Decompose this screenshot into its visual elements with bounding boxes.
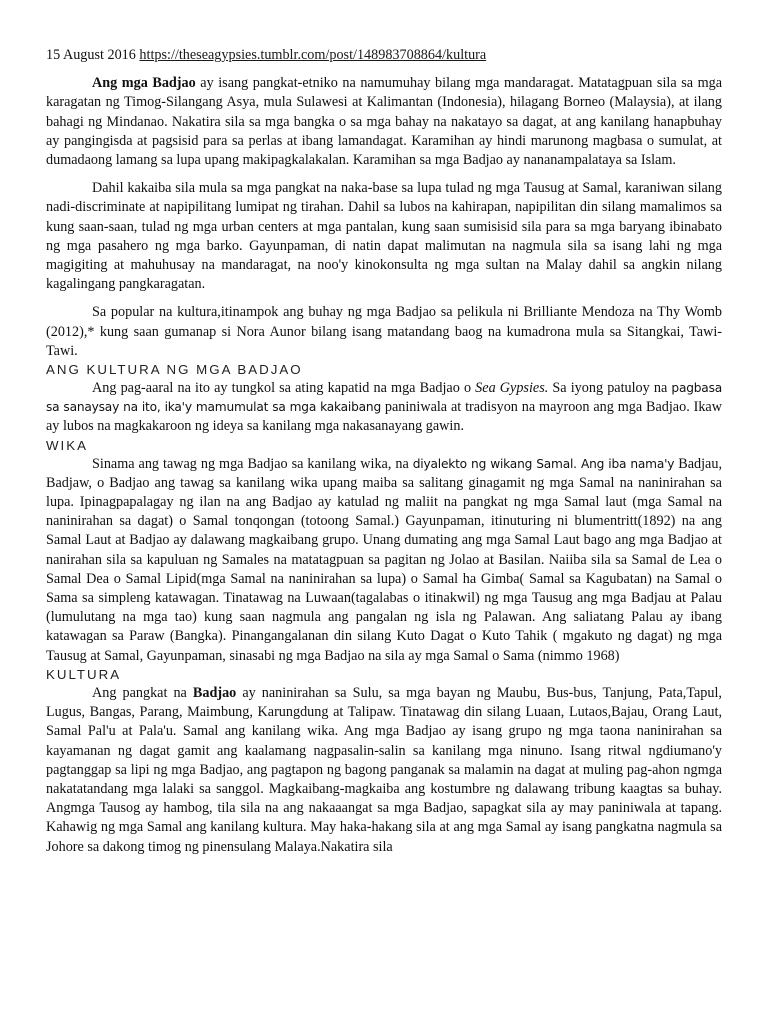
sea-gypsies-italic: Sea Gypsies. (475, 380, 549, 397)
document-header (46, 46, 722, 65)
source-url-link[interactable]: https://theseagypsies.tumblr.com/post/148983708864/kultura (139, 47, 487, 63)
wika-paragraph: Sinama ang tawag ng mga Badjao sa kanilang wika, na diyalekto ng wikang Samal. Ang iba nama'y Badjau, Badjaw, o Badjao ang tawag sa kanilang wika upang maiba sa salitang ginagamit ng mga Samal na naninirahan sa lupa. Ipinagpapalagay ng ilan na ang Badjao ay katulad ng maliit na pangkat ng mga Samal laut (mga Samal na naninirahan sa dagat) o Samal tonqongan (totoong Samal.) Gayunpaman, itinuturing ni blumentritt(1892) na ang Samal Laut at Badjao ay dalawang magkaibang grupo. Unang dumating ang mga Samal Laut bago ang mga Badjao at nanirahan sila sa kapuluan ng Samales na matatagpuan sa pagitan ng Jolao at Basilan. Naiiba sila sa Samal de Lea o Samal Dea o Samal Lipid(mga Samal na naninirahan sa lupa) o Samal ha Gimba( Samal sa Kagubatan) na Samal o Sama sa simpleng katawagan. Tinatawag na Luwaan(tagalabas o itinakwil) ng mga Tausug ang mga Badjau at Palau (lumulutang na mga tao) kung saan nagmula ang pangalan ng isla ng Palawan. Ang saliatang Palau ay ibang katawagan sa Paraw (Bangka). Pinangangalanan din silang Kuto Dagat o Kuto Tahik ( mgakuto ng dagat) ng mga Tausug at Samal, Gayunpaman, sinasabi ng mga Badjao na sila ay mga Samal o Sama (nimmo 1968) (46, 455, 722, 664)
section-heading-kultura: KULTURA (46, 666, 122, 682)
kultura-paragraph: Ang pangkat na Badjao ay naninirahan sa Sulu, sa mga bayan ng Maubu, Bus-bus, Tanjung, Pata,Tapul, Lugus, Bangas, Parang, Maimbung, Karungdung at Talipaw. Tinatawag din silang Luaan, Lutaos,Bajau, Orang Laut, Samal Pal'u at Pala'u. Samal ang kanilang wika. Ang mga Badjao ay isang grupo ng mga taona naninirahan sa kayamanan ng dagat gamit ang kaalamang nagpasalin-salin sa kanilang mga ninuno. Isang ritwal ngdiumano'y pagtanggap sa lipi ng mga Badjao, ang pagtapon ng bagong panganak sa malamin na dagat at muling pag-ahon ngmga nakatatandang mga lalaki sa sanggol. Magkaibang-magkaiba ang kostumbre ng dalawang tribung kaagtas sa buhay. Angmga Tausog ay hambog, tila sila na ang nakaaangat sa mga Badjao, sapagkat sila ay may paniniwala at tapang. Kahawig ng mga Samal ang kanilang kultura. May haka-hakang sila at ang mga Samal ay isang pangkatna nagmula sa Johore sa dakong timog ng pinensulang Malaya.Nakatira sila (46, 684, 722, 855)
intro-paragraph-3: Sa popular na kultura,itinampok ang buhay ng mga Badjao sa pelikula ni Brilliante Mendoza na Thy Womb (2012),* kung saan gumanap si Nora Aunor bilang isang matandang baog na kumadrona mula sa Sitangkai, Tawi-Tawi. (46, 304, 722, 359)
badjao-bold-term: Badjao (192, 684, 237, 701)
document-page (46, 46, 722, 857)
section-heading-wika: WIKA (46, 437, 88, 453)
section-heading-kultura-badjao: ANG KULTURA NG MGA BADJAO (46, 362, 303, 378)
date-text: 15 August 2016 (46, 47, 136, 63)
intro-paragraph-2: Dahil kakaiba sila mula sa mga pangkat na naka-base sa lupa tulad ng mga Tausug at Samal, karaniwan silang nadi-discriminate at napipilitang lumipat ng tirahan. Dahil sa lubos na kahirapan, napipilitan din silang mamalimos sa kung saan-saan, tulad ng mga urban centers at mga pantalan, kung saan sumisisid sila para sa mga baryang ibinabato ng mga pasahero ng mga barko. Gayunpaman, di natin dapat malimutan na nagmula sila sa isang lahi ng mga magigiting at mahuhusay na mandaragat, na noo'y kinokonsulta ng mga sultan na Malay dahil sa angkin nilang kagalingang pangkaragatan. (46, 180, 722, 293)
intro-paragraph-1: Ang mga Badjao ay isang pangkat-etniko na namumuhay bilang mga mandaragat. Matatagpuan sila sa mga karagatan ng Timog-Silangang Asya, mula Sulawesi at Kalimantan (Indonesia), hilagang Borneo (Malaysia), at ilang bahagi ng Mindanao. Nakatira sila sa mga bangka o sa mga bahay na nakatayo sa dagat, at ang kanilang hanapbuhay ay pangingisda at pagsisid para sa perlas at ibang lamandagat. Karamihan ay hindi marunong magbasa o sumulat, at dumadaong lamang sa lupa upang makipagkalakalan. Karamihan sa mga Badjao ay nananampalataya sa Islam. (46, 75, 722, 169)
intro-bold-term: Ang mga Badjao (92, 75, 196, 92)
kultura-badjao-paragraph: Ang pag-aaral na ito ay tungkol sa ating kapatid na mga Badjao o Sea Gypsies. Sa iyong patuloy na pagbasa sa sanaysay na ito, ika'y mamumulat sa mga kakaibang paniniwala at tradisyon na mayroon ang mga Badjao. Ikaw ay lubos na magkakaroon ng ideya sa kanilang mga nakasanayang gawin. (46, 380, 722, 435)
